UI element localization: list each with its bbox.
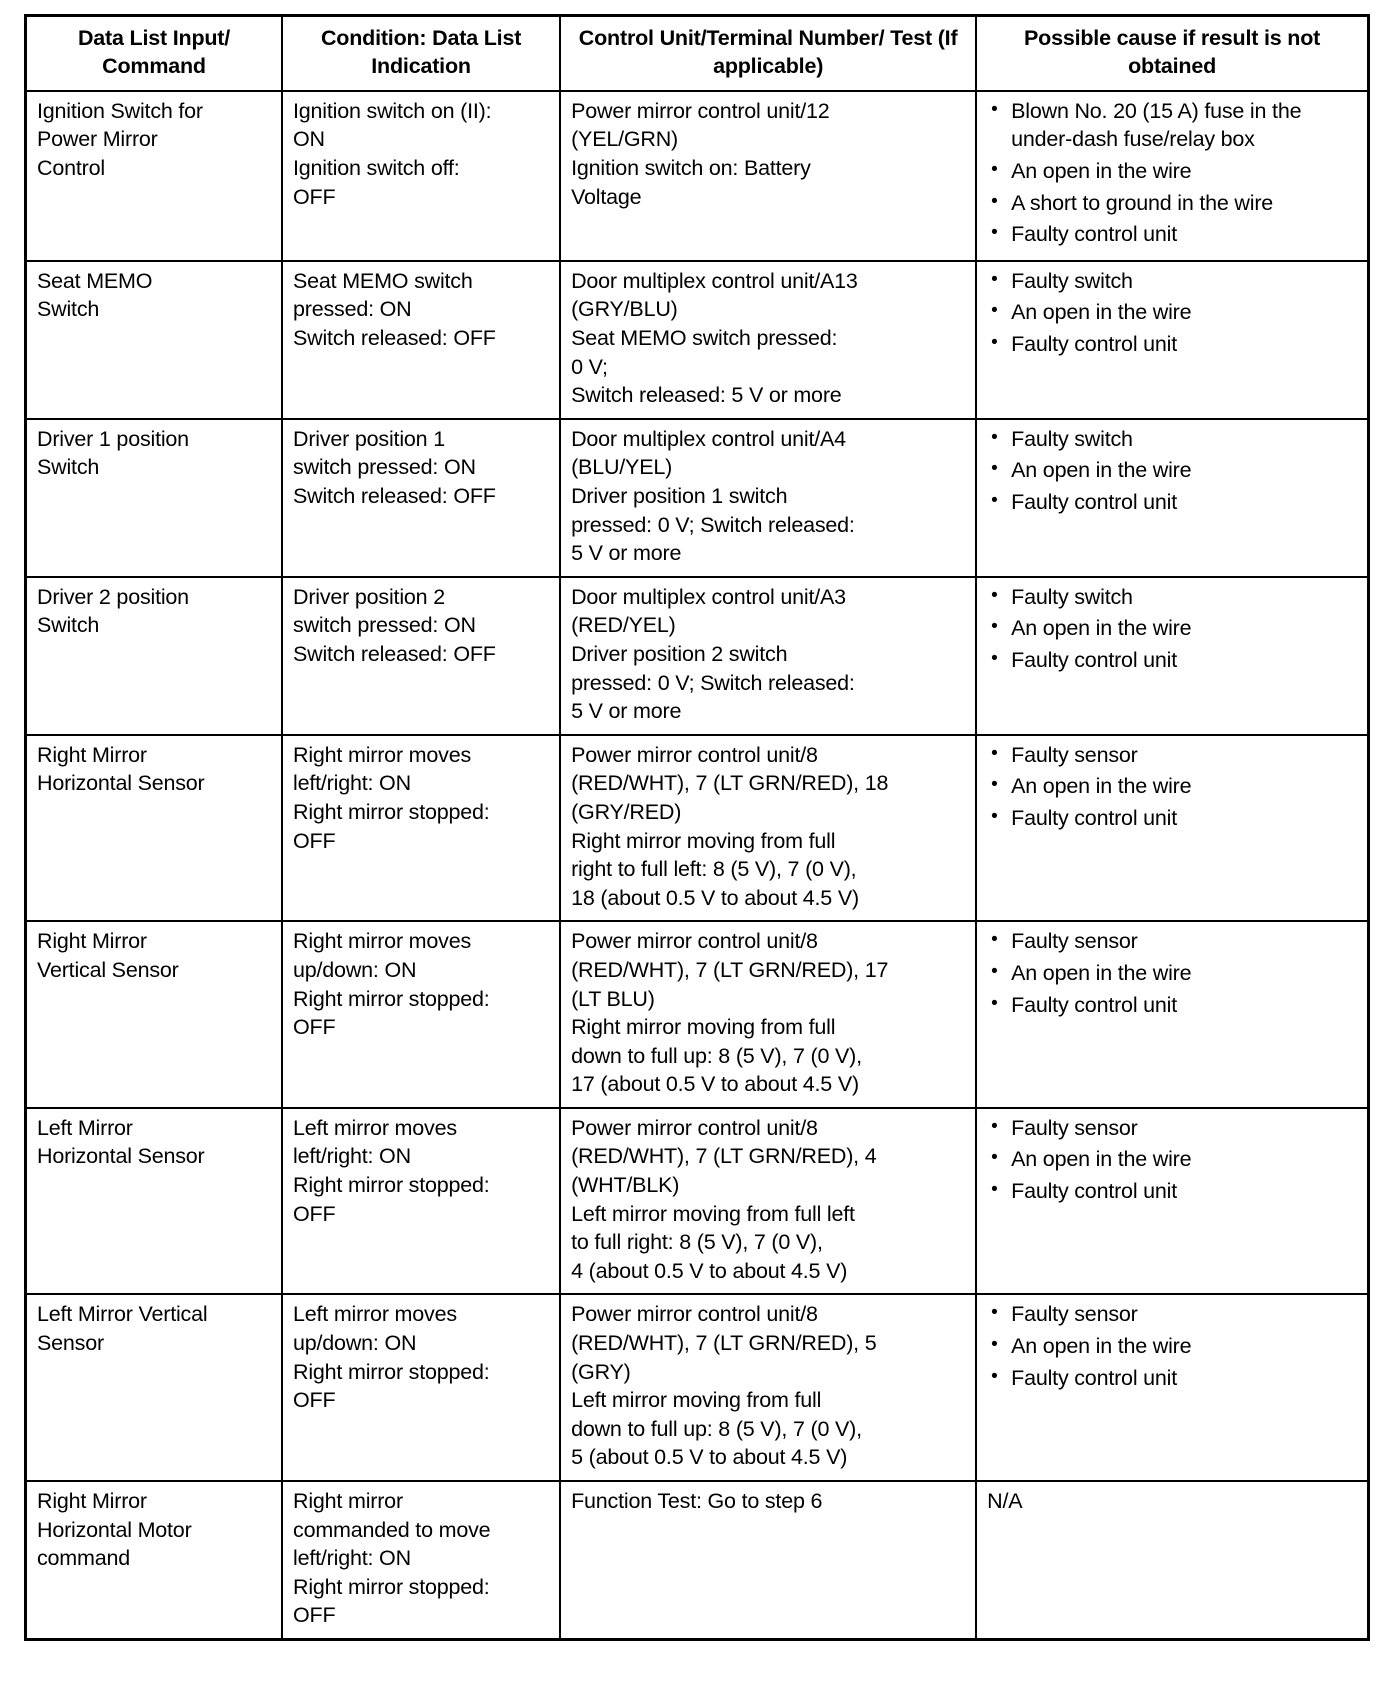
cause-text: An open in the wire	[1011, 300, 1192, 325]
cell-line: (WHT/BLK)	[571, 1173, 680, 1198]
cell-possible-cause	[976, 1294, 1368, 1481]
cell-condition	[282, 1481, 560, 1639]
cell-line: Power mirror control unit/12	[571, 98, 830, 123]
cell-line: Right mirror stopped:	[293, 1359, 490, 1384]
bullet-icon: •	[991, 458, 998, 480]
cell-line: Function Test: Go to step 6	[571, 1489, 823, 1513]
cell-line: Ignition switch on: Battery	[571, 156, 811, 181]
bullet-icon: •	[991, 332, 998, 354]
bullet-icon: •	[991, 1302, 998, 1324]
cause-text: An open in the wire	[1011, 458, 1192, 483]
cause-text: Faulty control unit	[1011, 1179, 1178, 1204]
cell-line: Right mirror	[293, 1489, 403, 1513]
list-item	[987, 927, 1359, 956]
cell-line: Ignition Switch for	[37, 98, 203, 123]
cell-line: command	[37, 1546, 130, 1571]
list-item	[987, 267, 1359, 296]
cause-text: Faulty control unit	[1011, 222, 1178, 247]
cell-line: OFF	[293, 184, 336, 209]
table-row	[26, 577, 1369, 735]
column-header-data-list-input: Data List Input/ Command	[26, 16, 283, 91]
list-item	[987, 1114, 1359, 1143]
cell-line: Left mirror moves	[293, 1302, 457, 1327]
cell-line: Seat MEMO	[37, 268, 153, 293]
cause-list	[987, 97, 1359, 249]
cell-control-unit-test	[560, 261, 976, 419]
cell-condition	[282, 91, 560, 261]
cell-control-unit-test	[560, 735, 976, 922]
cell-line: pressed: 0 V; Switch released:	[571, 670, 855, 695]
cell-line: Driver position 2	[293, 584, 445, 609]
list-item	[987, 646, 1359, 675]
cause-text: An open in the wire	[1011, 159, 1192, 184]
cell-line: Seat MEMO switch	[293, 268, 473, 293]
bullet-icon: •	[991, 1115, 998, 1137]
cell-data-list-input	[26, 735, 283, 922]
cause-text: Faulty control unit	[1011, 805, 1178, 830]
cell-line: (RED/YEL)	[571, 613, 676, 638]
list-item	[987, 1177, 1359, 1206]
table-row	[26, 1481, 1369, 1639]
cell-line: Driver 1 position	[37, 426, 189, 451]
list-item	[987, 741, 1359, 770]
cell-data-list-input	[26, 91, 283, 261]
bullet-icon: •	[991, 960, 998, 982]
cell-line: 4 (about 0.5 V to about 4.5 V)	[571, 1258, 848, 1283]
cell-line: OFF	[293, 1015, 336, 1040]
cell-possible-cause	[976, 419, 1368, 577]
cell-data-list-input	[26, 921, 283, 1108]
cell-possible-cause	[976, 1108, 1368, 1295]
column-header-control-unit-terminal: Control Unit/Terminal Number/ Test (If applicable)	[560, 16, 976, 91]
cell-line: Right mirror stopped:	[293, 799, 490, 824]
cell-condition	[282, 261, 560, 419]
cell-control-unit-test	[560, 419, 976, 577]
cause-list	[987, 1114, 1359, 1206]
cause-text: Faulty control unit	[1011, 1365, 1178, 1390]
cell-line: Left Mirror Vertical	[37, 1302, 208, 1327]
table-header-row	[26, 16, 1369, 91]
table-row	[26, 1294, 1369, 1481]
cell-line: Door multiplex control unit/A4	[571, 426, 846, 451]
bullet-icon: •	[991, 742, 998, 764]
bullet-icon: •	[991, 584, 998, 606]
bullet-icon: •	[991, 222, 998, 244]
cell-line: (GRY/RED)	[571, 799, 682, 824]
cause-text: Faulty control unit	[1011, 992, 1178, 1017]
cell-line: Right Mirror	[37, 929, 147, 954]
cause-list	[987, 741, 1359, 833]
cell-line: Right mirror stopped:	[293, 1173, 490, 1198]
bullet-icon: •	[991, 992, 998, 1014]
list-item	[987, 220, 1359, 249]
cell-line: Left mirror moves	[293, 1115, 457, 1140]
cell-line: OFF	[293, 828, 336, 853]
cell-line: Horizontal Sensor	[37, 1144, 205, 1169]
bullet-icon: •	[991, 1147, 998, 1169]
list-item	[987, 298, 1359, 327]
list-item	[987, 97, 1359, 154]
cell-line: Left mirror moving from full	[571, 1388, 822, 1413]
cell-line: Right Mirror	[37, 742, 147, 767]
list-item	[987, 330, 1359, 359]
bullet-icon: •	[991, 159, 998, 181]
cause-text: Faulty switch	[1011, 426, 1133, 451]
bullet-icon: •	[991, 1334, 998, 1356]
cell-line: OFF	[293, 1201, 336, 1226]
cell-line: (GRY/BLU)	[571, 297, 678, 322]
cell-line: (RED/WHT), 7 (LT GRN/RED), 17	[571, 957, 889, 982]
bullet-icon: •	[991, 774, 998, 796]
cell-control-unit-test	[560, 1294, 976, 1481]
cell-possible-cause	[976, 577, 1368, 735]
cell-line: (RED/WHT), 7 (LT GRN/RED), 4	[571, 1144, 877, 1169]
bullet-icon: •	[991, 268, 998, 290]
cell-line: OFF	[293, 1388, 336, 1413]
cell-line: Switch released: OFF	[293, 326, 496, 351]
cause-text: An open in the wire	[1011, 774, 1192, 799]
cell-line: Right mirror stopped:	[293, 1574, 490, 1599]
table-row	[26, 1108, 1369, 1295]
list-item	[987, 425, 1359, 454]
cell-control-unit-test	[560, 91, 976, 261]
cell-line: Ignition switch off:	[293, 156, 460, 181]
cell-control-unit-test	[560, 921, 976, 1108]
cause-text: Blown No. 20 (15 A) fuse in the under-dash fuse/relay box	[1011, 98, 1308, 152]
list-item	[987, 488, 1359, 517]
cell-condition	[282, 577, 560, 735]
list-item	[987, 804, 1359, 833]
cell-line: down to full up: 8 (5 V), 7 (0 V),	[571, 1416, 862, 1441]
cell-line: Switch	[37, 297, 100, 322]
cell-line: right to full left: 8 (5 V), 7 (0 V),	[571, 857, 857, 882]
cell-data-list-input	[26, 577, 283, 735]
cell-line: switch pressed: ON	[293, 613, 476, 638]
bullet-icon: •	[991, 929, 998, 951]
list-item	[987, 157, 1359, 186]
cell-condition	[282, 735, 560, 922]
cause-text: Faulty sensor	[1011, 1115, 1138, 1140]
cell-data-list-input	[26, 1481, 283, 1639]
cell-line: left/right: ON	[293, 1144, 411, 1169]
bullet-icon: •	[991, 190, 998, 212]
cell-line: Power Mirror	[37, 127, 158, 152]
cell-line: 5 V or more	[571, 541, 682, 566]
cause-text: An open in the wire	[1011, 1334, 1192, 1359]
cell-line: Control	[37, 156, 105, 181]
cell-line: Switch released: 5 V or more	[571, 383, 842, 408]
cell-line: Switch	[37, 613, 100, 638]
cell-line: switch pressed: ON	[293, 455, 476, 480]
cell-line: Right mirror moves	[293, 742, 472, 767]
cause-list	[987, 927, 1359, 1019]
cell-line: up/down: ON	[293, 1331, 417, 1356]
bullet-icon: •	[991, 1179, 998, 1201]
cell-line: Right Mirror	[37, 1489, 147, 1513]
list-item	[987, 1145, 1359, 1174]
cause-text: An open in the wire	[1011, 960, 1192, 985]
cause-text: Faulty sensor	[1011, 929, 1138, 954]
column-header-condition: Condition: Data List Indication	[282, 16, 560, 91]
cell-line: Seat MEMO switch pressed:	[571, 326, 838, 351]
table-row	[26, 91, 1369, 261]
cell-possible-cause	[976, 921, 1368, 1108]
cell-line: ON	[293, 127, 325, 152]
cell-line: left/right: ON	[293, 771, 411, 796]
cell-control-unit-test	[560, 1108, 976, 1295]
bullet-icon: •	[991, 426, 998, 448]
cause-list	[987, 583, 1359, 675]
cell-line: Driver position 1 switch	[571, 484, 788, 508]
cell-line: 5 (about 0.5 V to about 4.5 V)	[571, 1445, 848, 1470]
list-item	[987, 1332, 1359, 1361]
cell-condition	[282, 921, 560, 1108]
cell-line: up/down: ON	[293, 957, 417, 982]
cell-line: down to full up: 8 (5 V), 7 (0 V),	[571, 1043, 862, 1068]
cell-line: (RED/WHT), 7 (LT GRN/RED), 5	[571, 1331, 877, 1356]
cell-data-list-input	[26, 1294, 283, 1481]
cell-line: Power mirror control unit/8	[571, 1115, 818, 1140]
cell-line: Right mirror moving from full	[571, 1015, 836, 1040]
cause-text: Faulty control unit	[1011, 647, 1178, 672]
table-row	[26, 921, 1369, 1108]
cell-line: Power mirror control unit/8	[571, 742, 818, 767]
cell-data-list-input	[26, 1108, 283, 1295]
bullet-icon: •	[991, 647, 998, 669]
list-item	[987, 991, 1359, 1020]
cell-line: Horizontal Motor	[37, 1517, 192, 1542]
column-header-possible-cause: Possible cause if result is not obtained	[976, 16, 1368, 91]
bullet-icon: •	[991, 616, 998, 638]
cause-text: Faulty control unit	[1011, 332, 1178, 357]
cell-line: pressed: ON	[293, 297, 412, 322]
cell-line: Vertical Sensor	[37, 957, 179, 982]
bullet-icon: •	[991, 805, 998, 827]
cell-line: pressed: 0 V; Switch released:	[571, 512, 855, 537]
table-row	[26, 261, 1369, 419]
cell-line: (RED/WHT), 7 (LT GRN/RED), 18	[571, 771, 889, 796]
cell-possible-cause	[976, 261, 1368, 419]
list-item	[987, 959, 1359, 988]
cell-line: Driver position 2 switch	[571, 641, 788, 666]
cell-line: Sensor	[37, 1331, 104, 1356]
cell-line: 5 V or more	[571, 699, 682, 724]
list-item	[987, 1300, 1359, 1329]
list-item	[987, 614, 1359, 643]
cell-condition	[282, 1294, 560, 1481]
cause-text: Faulty sensor	[1011, 742, 1138, 767]
cell-line: 0 V;	[571, 354, 608, 379]
cell-line: OFF	[293, 1603, 336, 1628]
cause-text: N/A	[987, 1489, 1023, 1513]
cell-line: Switch released: OFF	[293, 641, 496, 666]
cell-line: Right mirror moving from full	[571, 828, 836, 853]
cell-control-unit-test	[560, 577, 976, 735]
cell-data-list-input	[26, 419, 283, 577]
cell-line: Door multiplex control unit/A13	[571, 268, 858, 293]
list-item	[987, 583, 1359, 612]
cause-text: Faulty control unit	[1011, 490, 1178, 514]
bullet-icon: •	[991, 1365, 998, 1387]
cell-condition	[282, 1108, 560, 1295]
cell-possible-cause	[976, 91, 1368, 261]
cell-line: (BLU/YEL)	[571, 455, 673, 480]
cell-line: Right mirror stopped:	[293, 986, 490, 1011]
cell-line: (LT BLU)	[571, 986, 655, 1011]
cell-line: commanded to move	[293, 1517, 491, 1542]
bullet-icon: •	[991, 300, 998, 322]
list-item	[987, 772, 1359, 801]
cell-line: Ignition switch on (II):	[293, 98, 492, 123]
cell-line: Switch released: OFF	[293, 484, 496, 508]
cell-line: left/right: ON	[293, 1546, 411, 1571]
cell-line: Power mirror control unit/8	[571, 929, 818, 954]
table-header	[26, 16, 1369, 91]
table-row	[26, 419, 1369, 577]
cause-text: Faulty switch	[1011, 268, 1133, 293]
cause-text: Faulty sensor	[1011, 1302, 1138, 1327]
cell-control-unit-test	[560, 1481, 976, 1639]
cell-condition	[282, 419, 560, 577]
cause-list	[987, 1300, 1359, 1392]
cell-line: Driver position 1	[293, 426, 445, 451]
cell-line: (GRY)	[571, 1359, 631, 1384]
cell-data-list-input	[26, 261, 283, 419]
cause-list	[987, 267, 1359, 359]
cell-line: Driver 2 position	[37, 584, 189, 609]
cell-line: Right mirror moves	[293, 929, 472, 954]
list-item	[987, 1364, 1359, 1393]
bullet-icon: •	[991, 98, 998, 120]
cell-line: 18 (about 0.5 V to about 4.5 V)	[571, 885, 859, 910]
cell-line: Left Mirror	[37, 1115, 133, 1140]
table-body	[26, 91, 1369, 1640]
cause-list	[987, 425, 1359, 517]
cause-text: An open in the wire	[1011, 616, 1192, 641]
cell-line: Voltage	[571, 184, 642, 209]
table-row	[26, 735, 1369, 922]
list-item	[987, 189, 1359, 218]
bullet-icon: •	[991, 490, 998, 511]
cause-text: A short to ground in the wire	[1011, 190, 1274, 215]
cell-line: Switch	[37, 455, 100, 480]
cell-line: Horizontal Sensor	[37, 771, 205, 796]
cell-line: to full right: 8 (5 V), 7 (0 V),	[571, 1230, 823, 1255]
cell-possible-cause	[976, 1481, 1368, 1639]
cell-line: Left mirror moving from full left	[571, 1201, 855, 1226]
cell-possible-cause	[976, 735, 1368, 922]
cause-text: An open in the wire	[1011, 1147, 1192, 1172]
list-item	[987, 456, 1359, 485]
cell-line: 17 (about 0.5 V to about 4.5 V)	[571, 1072, 859, 1097]
cell-line: Power mirror control unit/8	[571, 1302, 818, 1327]
cause-text: Faulty switch	[1011, 584, 1133, 609]
power-mirror-data-list-troubleshooting-table	[24, 14, 1370, 1641]
cell-line: Door multiplex control unit/A3	[571, 584, 846, 609]
cell-line: (YEL/GRN)	[571, 127, 679, 152]
